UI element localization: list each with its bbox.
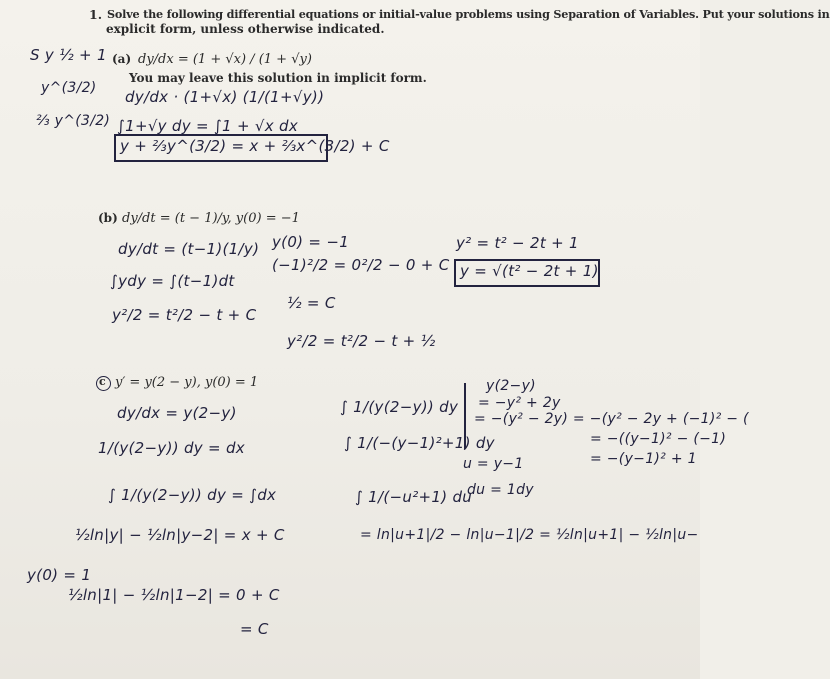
part-a-note: You may leave this solution in implicit form. — [129, 71, 427, 85]
part-a-answer: y + ⅔y^(3/2) = x + ⅔x^(3/2) + C — [120, 137, 390, 155]
part-b-work-mid-1: y(0) = −1 — [272, 233, 350, 251]
part-c-work-right-2: = −y² + 2y — [478, 395, 561, 411]
part-c-equation: y′ = y(2 − y), y(0) = 1 — [115, 375, 259, 390]
part-a-margin-3: ⅔ y^(3/2) — [36, 113, 111, 129]
part-c-work-right-3: = −(y² − 2y) = −(y² − 2y + (−1)² − ( — [474, 411, 749, 427]
part-c-work-mid-1: ∫ 1/(y(2−y)) dy — [340, 398, 459, 416]
part-a-work-1: dy/dx · (1+√x) (1/(1+√y)) — [125, 88, 325, 106]
part-b-work-mid-4: y²/2 = t²/2 − t + ½ — [287, 332, 436, 350]
part-c-work-left-4: ½ln|y| − ½ln|y−2| = x + C — [75, 526, 285, 544]
part-a-equation: dy/dx = (1 + √x) / (1 + √y) — [138, 52, 312, 67]
problem-number: 1. — [89, 7, 103, 22]
part-b-work-left-2: ∫ydy = ∫(t−1)dt — [110, 272, 235, 290]
part-b-work-left-3: y²/2 = t²/2 − t + C — [112, 306, 257, 324]
part-c-work-left-7: = C — [240, 620, 269, 638]
part-a-work-2: ∫1+√y dy = ∫1 + √x dx — [117, 117, 298, 135]
part-a-label: (a) — [112, 52, 132, 66]
part-c-work-left-6: ½ln|1| − ½ln|1−2| = 0 + C — [68, 586, 280, 604]
part-a-margin-1: S y ½ + 1 — [30, 46, 107, 64]
part-c-work-right-4: = −((y−1)² − (−1) — [590, 431, 727, 447]
instructions-line-2: explicit form, unless otherwise indicated. — [106, 22, 385, 36]
part-b-work-mid-2: (−1)²/2 = 0²/2 − 0 + C — [272, 256, 450, 274]
part-b-label: (b) — [98, 211, 118, 225]
part-a-margin-2: y^(3/2) — [41, 80, 97, 96]
part-b-work-left-1: dy/dt = (t−1)(1/y) — [118, 240, 260, 258]
part-c-work-left-1: dy/dx = y(2−y) — [117, 404, 237, 422]
part-c-work-left-2: 1/(y(2−y)) dy = dx — [98, 439, 245, 457]
instructions-line-1: Solve the following differential equations or initial-value problems using Separation of Variables. Put your solutions in — [107, 7, 830, 21]
part-b-work-mid-3: ½ = C — [287, 294, 336, 312]
part-c-work-mid-2: ∫ 1/(−(y−1)²+1) dy — [344, 434, 495, 452]
part-c-work-left-5: y(0) = 1 — [27, 566, 92, 584]
part-c-work-left-3: ∫ 1/(y(2−y)) dy = ∫dx — [108, 486, 277, 504]
part-c-work-right-bracket — [464, 383, 466, 449]
part-c-label: c — [99, 375, 106, 388]
part-c-work-mid-5: ∫ 1/(−u²+1) du — [355, 488, 473, 506]
part-b-equation: dy/dt = (t − 1)/y, y(0) = −1 — [122, 211, 300, 226]
part-c-work-mid-4: du = 1dy — [467, 482, 534, 498]
part-b-work-right-1: y² = t² − 2t + 1 — [456, 234, 579, 252]
part-b-answer: y = √(t² − 2t + 1) — [460, 262, 599, 280]
part-c-work-right-5: = −(y−1)² + 1 — [590, 451, 697, 467]
part-c-work-mid-6: = ln|u+1|/2 − ln|u−1|/2 = ½ln|u+1| − ½ln|u− — [360, 527, 699, 543]
part-c-work-mid-3: u = y−1 — [463, 456, 524, 472]
part-c-work-right-1: y(2−y) — [486, 378, 536, 394]
